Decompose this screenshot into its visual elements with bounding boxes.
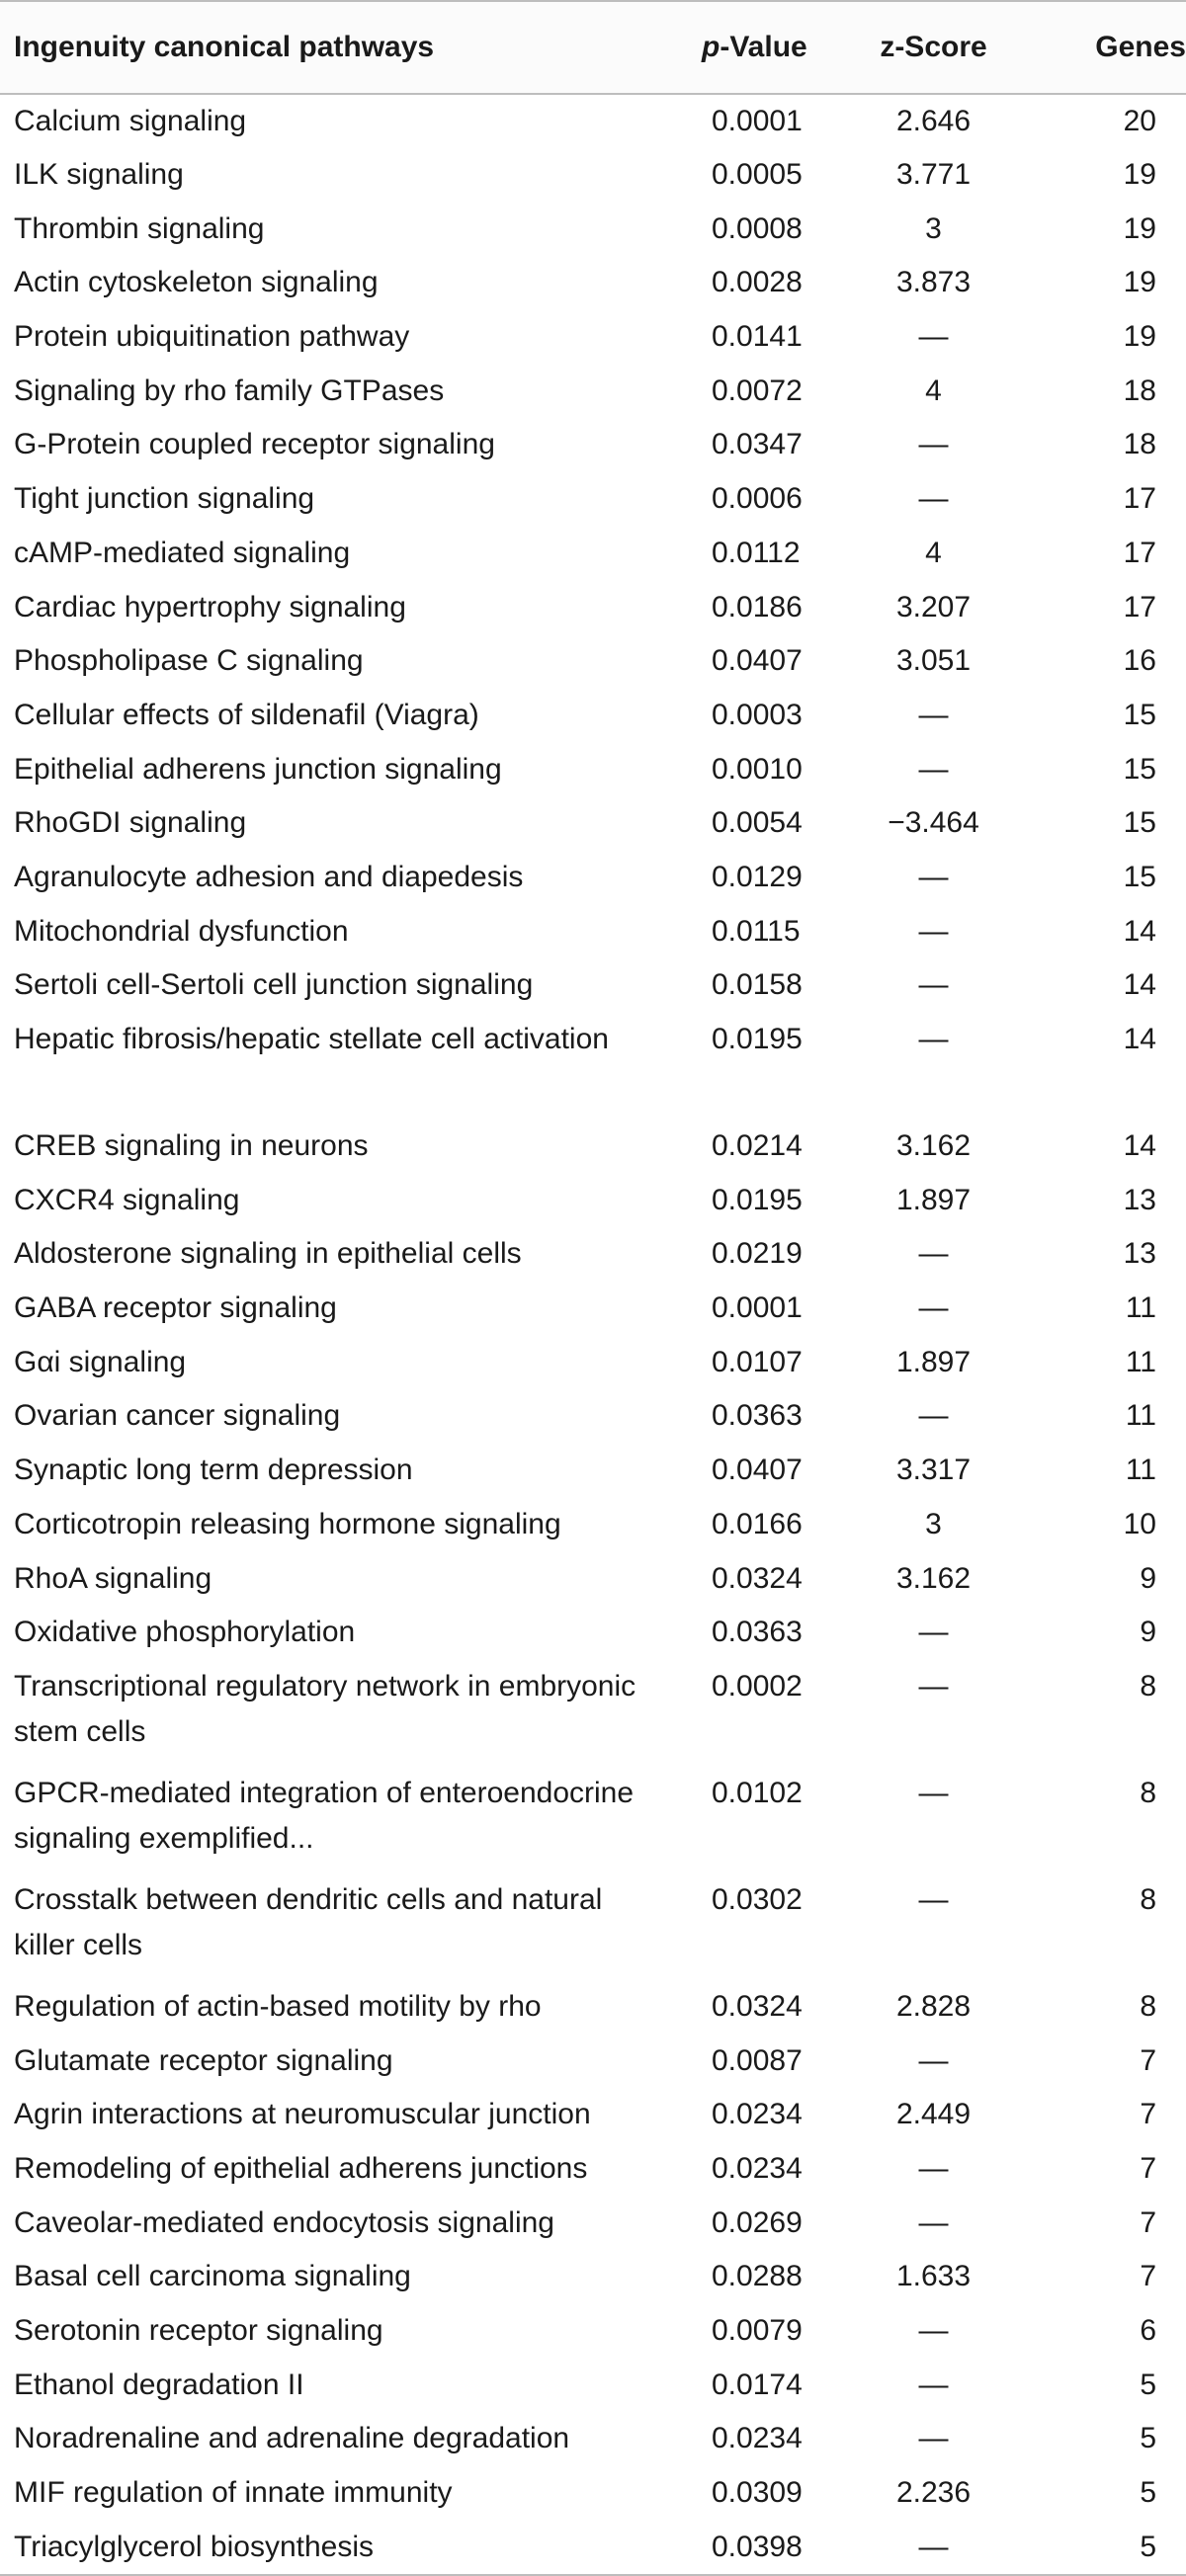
table-row: [0, 851, 1186, 905]
pathway-cell: Sertoli cell-Sertoli cell junction signaling: [14, 968, 534, 1002]
genes-cell: 14: [1123, 1129, 1156, 1162]
genes-cell: 15: [1123, 860, 1156, 893]
p-value-cell: 0.0087: [712, 2043, 803, 2077]
p-value-cell: 0.0102: [712, 1776, 803, 1809]
pathway-cell: Regulation of actin-based motility by rho: [14, 1989, 542, 2023]
pathway-cell: Crosstalk between dendritic cells and natural killer cells: [14, 1882, 603, 1961]
table-row: [0, 310, 1186, 365]
table-row: [0, 1120, 1186, 1174]
table-row: [0, 905, 1186, 959]
p-value-cell: 0.0001: [712, 1291, 803, 1325]
genes-cell: 19: [1123, 266, 1156, 299]
pathway-cell: Gαi signaling: [14, 1345, 187, 1378]
p-value-cell: 0.0407: [712, 1454, 803, 1487]
z-score-cell: 2.449: [895, 2098, 972, 2131]
z-score-cell: —: [835, 2521, 1032, 2575]
pathway-cell: Aldosterone signaling in epithelial cells: [14, 1237, 522, 1271]
table-row: [0, 2035, 1186, 2089]
p-value-cell: 0.0195: [712, 1023, 803, 1055]
p-value-cell: 0.0214: [712, 1129, 803, 1162]
pathway-cell: Signaling by rho family GTPases: [14, 374, 445, 407]
table-row: [0, 2359, 1186, 2413]
table-row: [0, 2304, 1186, 2359]
header-pathway: Ingenuity canonical pathways: [0, 1, 674, 94]
table-body: [0, 94, 1186, 2575]
header-genes: Genes: [1032, 1, 1186, 94]
p-value-cell: 0.0010: [712, 752, 803, 786]
p-value-cell: 0.0324: [712, 1561, 803, 1595]
z-score-cell: —: [918, 1616, 949, 1649]
p-value-cell: 0.0174: [712, 2368, 803, 2401]
genes-cell: 14: [1123, 914, 1156, 948]
genes-cell: 17: [1123, 590, 1156, 623]
z-score-cell: —: [918, 1399, 949, 1433]
header-p-suffix: -Value: [720, 31, 807, 63]
z-score-cell: —: [918, 2151, 949, 2185]
table-row: [0, 689, 1186, 743]
z-score-cell: —: [918, 860, 949, 893]
p-value-cell: 0.0115: [712, 914, 801, 948]
z-score-cell: 3.771: [895, 158, 972, 191]
genes-cell: 11: [1125, 1399, 1156, 1433]
genes-cell: 18: [1123, 374, 1156, 407]
z-score-cell: 1.897: [895, 1183, 972, 1216]
p-value-cell: 0.0072: [712, 374, 803, 407]
genes-cell: 7: [1140, 2098, 1156, 2131]
p-value-cell: 0.0008: [712, 211, 803, 245]
z-score-cell: 1.633: [895, 2260, 972, 2293]
p-value-cell: 0.0054: [712, 806, 803, 840]
p-value-cell: 0.0112: [712, 536, 801, 569]
p-value-cell: 0.0129: [712, 860, 803, 893]
z-score-cell: —: [918, 1882, 949, 1916]
pathway-cell: ILK signaling: [14, 158, 184, 191]
pathway-cell: Tight junction signaling: [14, 482, 315, 516]
table-row: [0, 1013, 1186, 1120]
pathway-cell: Serotonin receptor signaling: [14, 2314, 383, 2347]
table-row: [0, 1552, 1186, 1607]
pathway-cell: RhoA signaling: [14, 1561, 212, 1595]
genes-cell: 9: [1140, 1616, 1156, 1649]
genes-cell: 7: [1140, 2043, 1156, 2077]
z-score-cell: 2.646: [895, 105, 972, 137]
p-value-cell: 0.0234: [712, 2422, 803, 2455]
genes-cell: 5: [1140, 2368, 1156, 2401]
table-row: [0, 1174, 1186, 1228]
table-row: [0, 148, 1186, 203]
genes-cell: 14: [1123, 1023, 1156, 1055]
z-score-cell: —: [918, 2043, 949, 2077]
p-value-cell: 0.0141: [712, 320, 803, 354]
pathway-cell: Basal cell carcinoma signaling: [14, 2260, 411, 2293]
pathway-cell: Remodeling of epithelial adherens junctions: [14, 2151, 588, 2185]
z-score-cell: 4: [925, 536, 942, 569]
p-value-cell: 0.0347: [712, 428, 803, 461]
genes-cell: 19: [1123, 158, 1156, 191]
table-row: [0, 2197, 1186, 2251]
z-score-cell: —: [918, 1669, 949, 1703]
z-score-cell: —: [918, 914, 949, 948]
header-p-value: [674, 1, 835, 94]
z-score-cell: —: [918, 482, 949, 516]
table-row: [0, 2521, 1186, 2575]
pathway-cell: RhoGDI signaling: [14, 806, 247, 840]
table-row: [0, 1282, 1186, 1336]
pathway-cell: GABA receptor signaling: [14, 1291, 337, 1325]
table-row: [0, 527, 1186, 581]
p-value-cell: 0.0302: [712, 1882, 803, 1916]
genes-cell: 11: [1125, 1454, 1156, 1487]
table-row: [0, 1980, 1186, 2035]
genes-cell: 8: [1140, 1669, 1156, 1703]
genes-cell: 7: [1140, 2260, 1156, 2293]
pathway-cell: Hepatic fibrosis/hepatic stellate cell activation: [14, 1023, 609, 1055]
p-value-cell: 0.0398: [674, 2521, 835, 2575]
table-row: [0, 418, 1186, 472]
genes-cell: 17: [1123, 536, 1156, 569]
p-value-cell: 0.0363: [712, 1399, 803, 1433]
p-value-cell: 0.0006: [712, 482, 803, 516]
pathway-cell: Glutamate receptor signaling: [14, 2043, 393, 2077]
z-score-cell: 2.828: [895, 1989, 972, 2023]
p-value-cell: 0.0079: [712, 2314, 803, 2347]
table-row: [0, 1606, 1186, 1660]
pathway-cell: cAMP-mediated signaling: [14, 536, 351, 569]
z-score-cell: 3.873: [895, 266, 972, 299]
pathway-cell: Triacylglycerol biosynthesis: [0, 2521, 674, 2575]
p-value-cell: 0.0195: [712, 1183, 803, 1216]
pathway-cell: Cellular effects of sildenafil (Viagra): [14, 698, 479, 731]
z-score-cell: −3.464: [888, 806, 979, 840]
p-value-cell: 0.0324: [712, 1989, 803, 2023]
pathway-cell: Cardiac hypertrophy signaling: [14, 590, 406, 623]
p-value-cell: 0.0002: [712, 1669, 803, 1703]
genes-cell: 8: [1140, 1776, 1156, 1809]
z-score-cell: —: [918, 2422, 949, 2455]
p-value-cell: 0.0158: [712, 968, 803, 1002]
table-row: [0, 2250, 1186, 2304]
z-score-cell: —: [918, 1237, 949, 1271]
table-row: [0, 1873, 1186, 1980]
pathway-cell: Synaptic long term depression: [14, 1454, 413, 1487]
z-score-cell: 3.317: [895, 1454, 972, 1487]
pathway-cell: Noradrenaline and adrenaline degradation: [14, 2422, 570, 2455]
pathway-cell: CXCR4 signaling: [14, 1183, 240, 1216]
p-value-cell: 0.0363: [712, 1616, 803, 1649]
p-value-cell: 0.0186: [712, 590, 803, 623]
table-row: [0, 2142, 1186, 2197]
z-score-cell: 3.162: [895, 1129, 972, 1162]
genes-cell: 9: [1140, 1561, 1156, 1595]
z-score-cell: 3.162: [895, 1561, 972, 1595]
z-score-cell: —: [918, 752, 949, 786]
header-z-score: z-Score: [835, 1, 1032, 94]
p-value-cell: 0.0107: [712, 1345, 803, 1378]
genes-cell: 15: [1123, 752, 1156, 786]
header-row: [0, 1, 1186, 94]
z-score-cell: —: [918, 320, 949, 354]
z-score-cell: —: [918, 968, 949, 1002]
genes-cell: 19: [1123, 320, 1156, 354]
p-value-cell: 0.0234: [712, 2098, 803, 2131]
genes-cell: 5: [1032, 2521, 1186, 2575]
table-row: [0, 958, 1186, 1013]
table-row: [0, 472, 1186, 527]
pathway-cell: Actin cytoskeleton signaling: [14, 266, 379, 299]
genes-cell: 19: [1123, 211, 1156, 245]
p-value-cell: 0.0288: [712, 2260, 803, 2293]
genes-cell: 20: [1123, 105, 1156, 137]
table-row: [0, 94, 1186, 148]
table-row: [0, 1498, 1186, 1552]
genes-cell: 18: [1123, 428, 1156, 461]
table-row: [0, 1660, 1186, 1767]
z-score-cell: —: [918, 2205, 949, 2239]
p-value-cell: 0.0003: [712, 698, 803, 731]
table-row: [0, 1444, 1186, 1498]
pathway-cell: Oxidative phosphorylation: [14, 1616, 356, 1649]
p-value-cell: 0.0166: [712, 1507, 803, 1540]
z-score-cell: —: [918, 1291, 949, 1325]
pathway-cell: Epithelial adherens junction signaling: [14, 752, 502, 786]
genes-cell: 5: [1140, 2476, 1156, 2510]
pathway-cell: GPCR-mediated integration of enteroendocrine signaling exemplified...: [14, 1776, 635, 1855]
z-score-cell: —: [918, 698, 949, 731]
z-score-cell: 4: [925, 374, 942, 407]
genes-cell: 15: [1123, 698, 1156, 731]
z-score-cell: 2.236: [895, 2476, 972, 2510]
z-score-cell: 1.897: [895, 1345, 972, 1378]
table-row: [0, 796, 1186, 851]
pathway-cell: Agrin interactions at neuromuscular junction: [14, 2098, 591, 2131]
pathway-cell: CREB signaling in neurons: [14, 1129, 369, 1162]
z-score-cell: 3.207: [895, 590, 972, 623]
pathway-cell: Protein ubiquitination pathway: [14, 320, 410, 354]
pathway-cell: Ovarian cancer signaling: [14, 1399, 341, 1433]
pathway-cell: Calcium signaling: [14, 105, 247, 137]
p-value-cell: 0.0219: [712, 1237, 803, 1271]
pathway-cell: MIF regulation of innate immunity: [14, 2476, 453, 2510]
pathway-cell: Agranulocyte adhesion and diapedesis: [14, 860, 524, 893]
z-score-cell: —: [918, 1023, 949, 1055]
pathway-cell: Ethanol degradation II: [14, 2368, 304, 2401]
genes-cell: 13: [1123, 1237, 1156, 1271]
genes-cell: 16: [1123, 644, 1156, 678]
z-score-cell: —: [918, 1776, 949, 1809]
genes-cell: 11: [1125, 1345, 1156, 1378]
genes-cell: 14: [1123, 968, 1156, 1002]
genes-cell: 15: [1123, 806, 1156, 840]
pathway-cell: Mitochondrial dysfunction: [14, 914, 349, 948]
genes-cell: 8: [1140, 1882, 1156, 1916]
table-row: [0, 2088, 1186, 2142]
p-value-cell: 0.0269: [712, 2205, 803, 2239]
p-value-cell: 0.0001: [712, 105, 803, 137]
z-score-cell: —: [918, 2314, 949, 2347]
table-row: [0, 1767, 1186, 1873]
table-header: [0, 1, 1186, 94]
p-value-cell: 0.0005: [712, 158, 803, 191]
genes-cell: 11: [1125, 1291, 1156, 1325]
p-value-cell: 0.0234: [712, 2151, 803, 2185]
z-score-cell: 3.051: [895, 644, 972, 678]
p-value-cell: 0.0028: [712, 266, 803, 299]
table-row: [0, 365, 1186, 419]
table-row: [0, 203, 1186, 257]
genes-cell: 13: [1123, 1183, 1156, 1216]
table-row: [0, 1336, 1186, 1390]
pathway-cell: Caveolar-mediated endocytosis signaling: [14, 2205, 554, 2239]
z-score-cell: —: [918, 2368, 949, 2401]
pathway-cell: Phospholipase C signaling: [14, 644, 364, 678]
genes-cell: 6: [1140, 2314, 1156, 2347]
pathway-cell: Thrombin signaling: [14, 211, 265, 245]
genes-cell: 5: [1140, 2422, 1156, 2455]
z-score-cell: 3: [925, 1507, 942, 1540]
p-value-cell: 0.0407: [712, 644, 803, 678]
table-row: [0, 1389, 1186, 1444]
table-row: [0, 2466, 1186, 2521]
table-row: [0, 2412, 1186, 2466]
pathway-cell: Transcriptional regulatory network in embryonic stem cells: [14, 1669, 636, 1748]
z-score-cell: 3: [925, 211, 942, 245]
table-row: [0, 743, 1186, 797]
table-row: [0, 634, 1186, 689]
pathway-cell: Corticotropin releasing hormone signaling: [14, 1507, 561, 1540]
table-row: [0, 256, 1186, 310]
header-p-italic: p: [702, 31, 720, 63]
table-row: [0, 1227, 1186, 1282]
table-row: [0, 581, 1186, 635]
genes-cell: 7: [1140, 2205, 1156, 2239]
genes-cell: 7: [1140, 2151, 1156, 2185]
genes-cell: 17: [1123, 482, 1156, 516]
genes-cell: 10: [1123, 1507, 1156, 1540]
genes-cell: 8: [1140, 1989, 1156, 2023]
p-value-cell: 0.0309: [712, 2476, 803, 2510]
pathway-cell: G-Protein coupled receptor signaling: [14, 428, 495, 461]
z-score-cell: —: [918, 428, 949, 461]
